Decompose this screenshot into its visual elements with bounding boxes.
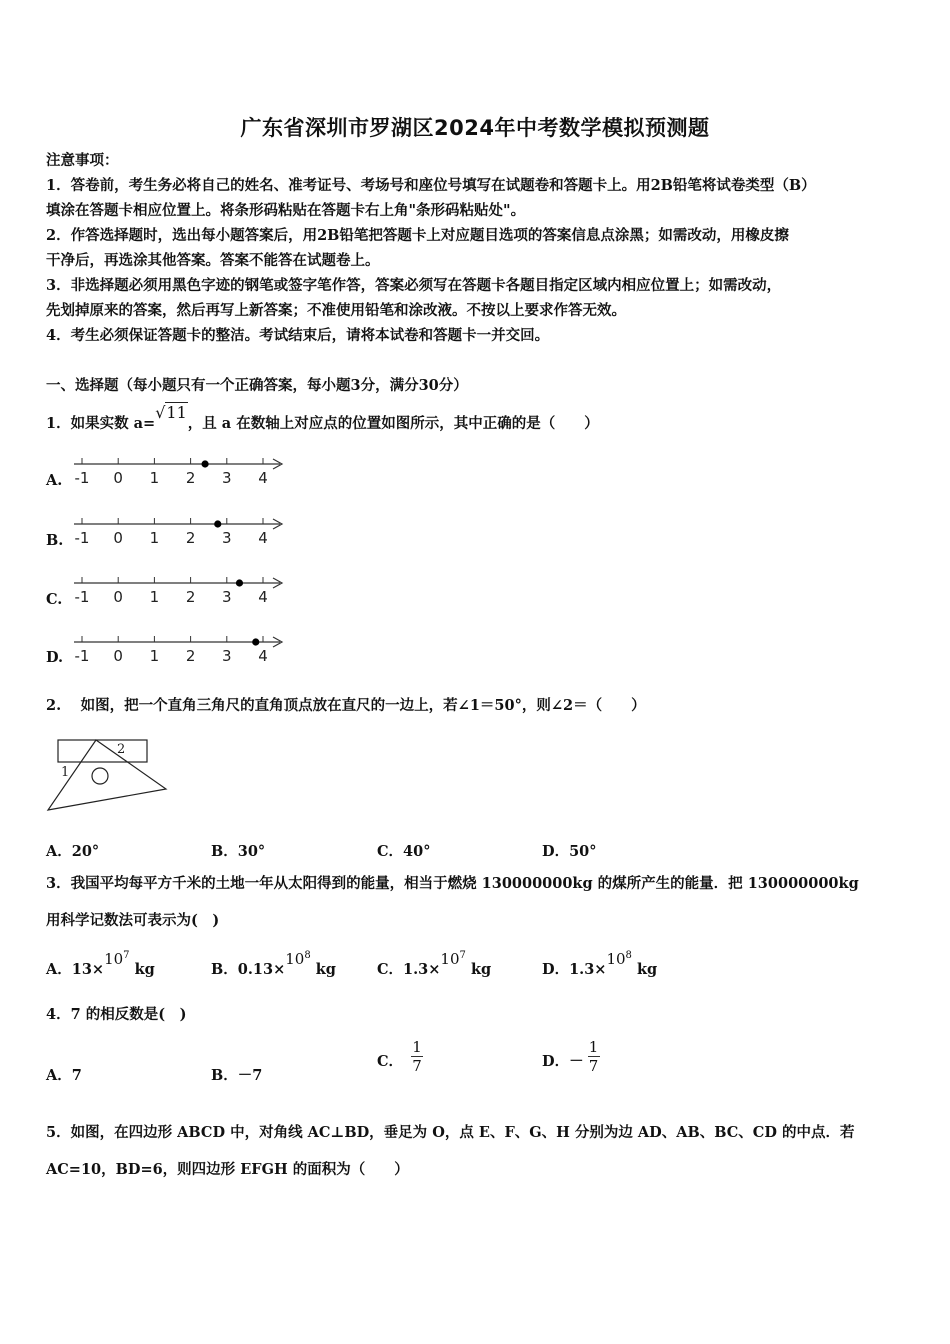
q3-a-unit: kg xyxy=(134,961,155,978)
q2-stem: 2. 如图，把一个直角三角尺的直角顶点放在直尺的一边上，若∠1＝50°，则∠2＝（ ） xyxy=(46,697,646,714)
q1-stem xyxy=(46,403,599,436)
q3-b-base: 10 xyxy=(285,950,305,968)
angle-1-label: 1 xyxy=(61,765,70,780)
fraction xyxy=(588,1038,600,1075)
tick-label: 3 xyxy=(222,588,232,606)
denominator: 7 xyxy=(412,1057,422,1075)
q5-line-2: AC=10，BD=6，则四边形 EFGH 的面积为（ ） xyxy=(46,1161,409,1178)
denominator: 7 xyxy=(588,1057,599,1075)
q3-b-exp: 8 xyxy=(304,950,311,961)
notice-line-5: 3．非选择题必须用黑色字迹的钢笔或签字笔作答，答案必须写在答题卡各题目指定区域内相应位置上；如需改动， xyxy=(46,277,782,294)
q4-option-c xyxy=(377,1038,423,1075)
number-line-a xyxy=(70,452,290,488)
q4-option-d xyxy=(542,1038,600,1075)
notice-line-3: 2．作答选择题时，选出每小题答案后，用2B铅笔把答题卡上对应题目选项的答案信息点涂黑；如需改动，用橡皮擦 xyxy=(46,227,789,244)
tick-label: 0 xyxy=(113,529,123,547)
tick-label: 0 xyxy=(113,588,123,606)
tick-label: 4 xyxy=(258,647,268,665)
ruler-triangle-figure xyxy=(44,734,174,814)
q4-c-label: C． xyxy=(377,1053,404,1070)
numerator: 1 xyxy=(412,1038,422,1056)
tick-label: 2 xyxy=(185,647,196,665)
section-heading: 一、选择题（每小题只有一个正确答案，每小题3分，满分30分） xyxy=(46,377,468,394)
tick-label: -1 xyxy=(74,647,90,665)
q3-option-b xyxy=(211,950,336,979)
q3-a-pre: A．13× xyxy=(46,961,105,978)
tick-label: 4 xyxy=(258,529,268,547)
q4-option-b: B．－7 xyxy=(211,1067,263,1084)
tick-label: 1 xyxy=(149,529,160,547)
notice-line-7: 4．考生必须保证答题卡的整洁。考试结束后，请将本试卷和答题卡一并交回。 xyxy=(46,327,550,344)
q1-option-c-label: C. xyxy=(46,591,63,608)
tick-label: 2 xyxy=(185,529,196,547)
tick-label: 0 xyxy=(113,647,123,665)
q1-suffix: ，且 a 在数轴上对应点的位置如图所示，其中正确的是（ ） xyxy=(187,415,599,432)
number-line-d xyxy=(70,630,290,666)
ruler xyxy=(58,740,147,762)
point-a xyxy=(252,638,259,645)
q1-option-a-label: A. xyxy=(46,472,63,489)
point-a xyxy=(214,520,221,527)
tick-label: 4 xyxy=(258,469,268,487)
tick-label: 0 xyxy=(113,469,123,487)
q4-option-a: A．7 xyxy=(46,1067,82,1084)
q1-option-d-label: D. xyxy=(46,649,64,666)
notice-line-4: 干净后，再选涂其他答案。答案不能答在试题卷上。 xyxy=(46,252,380,269)
tick-label: 3 xyxy=(222,647,232,665)
number-line-c xyxy=(70,571,290,607)
q2-option-d: D．50° xyxy=(542,843,597,860)
tick-label: 1 xyxy=(149,588,160,606)
q3-c-unit: kg xyxy=(470,961,492,978)
page-title: 广东省深圳市罗湖区2024年中考数学模拟预测题 xyxy=(240,116,710,140)
tick-label: 3 xyxy=(222,529,232,547)
set-square-hole xyxy=(92,768,108,784)
q2-option-c: C．40° xyxy=(377,843,431,860)
q3-b-pre: B．0.13× xyxy=(211,961,286,978)
q3-b-unit: kg xyxy=(315,961,336,978)
fraction xyxy=(411,1038,423,1075)
q3-c-exp: 7 xyxy=(459,950,466,961)
q3-option-c xyxy=(377,950,492,979)
q5-line-1: 5．如图，在四边形 ABCD 中，对角线 AC⊥BD，垂足为 O，点 E、F、G、H 分别为边 AD、AB、BC、CD 的中点．若 xyxy=(46,1124,855,1141)
q3-c-base: 10 xyxy=(440,950,460,968)
numerator: 1 xyxy=(588,1038,599,1056)
q3-line-2: 用科学记数法可表示为( ) xyxy=(46,912,220,929)
q3-a-exp: 7 xyxy=(123,950,130,961)
tick-label: -1 xyxy=(74,469,90,487)
tick-label: 2 xyxy=(185,469,196,487)
notice-line-6: 先划掉原来的答案，然后再写上新答案；不准使用铅笔和涂改液。不按以上要求作答无效。 xyxy=(46,302,626,319)
notice-heading: 注意事项： xyxy=(46,152,119,169)
angle-2-label: 2 xyxy=(117,742,126,757)
q3-d-base: 10 xyxy=(606,950,626,968)
q3-c-pre: C．1.3× xyxy=(377,961,441,978)
q3-line-1: 3．我国平均每平方千米的土地一年从太阳得到的能量，相当于燃烧 130000000kg 的煤所产生的能量．把 130000000kg xyxy=(46,875,859,892)
tick-label: -1 xyxy=(74,588,90,606)
q3-option-a xyxy=(46,950,155,979)
radicand: 11 xyxy=(166,403,187,422)
q4-stem: 4．7 的相反数是( ) xyxy=(46,1006,187,1023)
q2-option-a: A．20° xyxy=(46,843,100,860)
tick-label: 2 xyxy=(185,588,196,606)
tick-label: -1 xyxy=(74,529,90,547)
tick-label: 4 xyxy=(258,588,268,606)
notice-line-1: 1．答卷前，考生务必将自己的姓名、准考证号、考场号和座位号填写在试题卷和答题卡上。用2B铅笔将试卷类型（B） xyxy=(46,177,816,194)
q3-option-d xyxy=(542,950,658,979)
tick-label: 3 xyxy=(222,469,232,487)
q4-d-label: D．－ xyxy=(542,1053,584,1070)
q2-option-b: B．30° xyxy=(211,843,266,860)
q1-prefix: 1．如果实数 a= xyxy=(46,415,156,432)
q1-option-b-label: B. xyxy=(46,532,64,549)
q3-d-exp: 8 xyxy=(625,950,632,961)
point-a xyxy=(201,460,208,467)
q3-d-pre: D．1.3× xyxy=(542,961,607,978)
point-a xyxy=(236,579,243,586)
notice-line-2: 填涂在答题卡相应位置上。将条形码粘贴在答题卡右上角"条形码粘贴处"。 xyxy=(46,202,526,219)
number-line-b xyxy=(70,512,290,548)
sqrt-expression: √11 xyxy=(155,403,187,422)
q3-d-unit: kg xyxy=(636,961,658,978)
q3-a-base: 10 xyxy=(104,950,124,968)
tick-label: 1 xyxy=(149,647,160,665)
tick-label: 1 xyxy=(149,469,160,487)
